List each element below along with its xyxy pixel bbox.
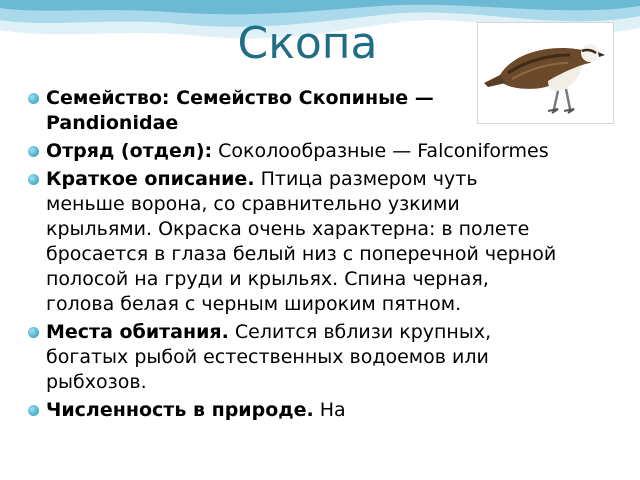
round-bullet-icon [28, 93, 39, 104]
round-bullet-icon [28, 327, 39, 338]
list-item-family [0, 86, 560, 136]
item-label: Отряд (отдел): [46, 140, 213, 162]
item-label: Семейство: Семейство Скопиные — Pandionidae [46, 87, 434, 134]
list-item-description [0, 167, 560, 317]
round-bullet-icon [28, 146, 39, 157]
list-item-habitat [0, 320, 560, 395]
round-bullet-icon [28, 405, 39, 416]
item-text: Птица размером чуть меньше ворона, со сравнительно узкими крыльями. Окраска очень характерна: в полете бросается в глаза белый низ с поперечной черной полосой на груди и крыльях. Спина черная, голова белая с черным широким пятном. [46, 168, 557, 315]
list-item-order [0, 139, 560, 164]
item-label: Места обитания. [46, 321, 229, 343]
slide-title: Скопа [237, 18, 378, 69]
item-text: Селится вблизи крупных, богатых рыбой естественных водоемов или рыбхозов. [46, 321, 492, 393]
item-text: На [313, 399, 346, 421]
info-list [0, 86, 560, 426]
item-label: Краткое описание. [46, 168, 255, 190]
list-item-population [0, 398, 560, 423]
item-label: Численность в природе. [46, 399, 314, 421]
item-text: Соколообразные — Falconiformes [212, 140, 549, 162]
round-bullet-icon [28, 174, 39, 185]
